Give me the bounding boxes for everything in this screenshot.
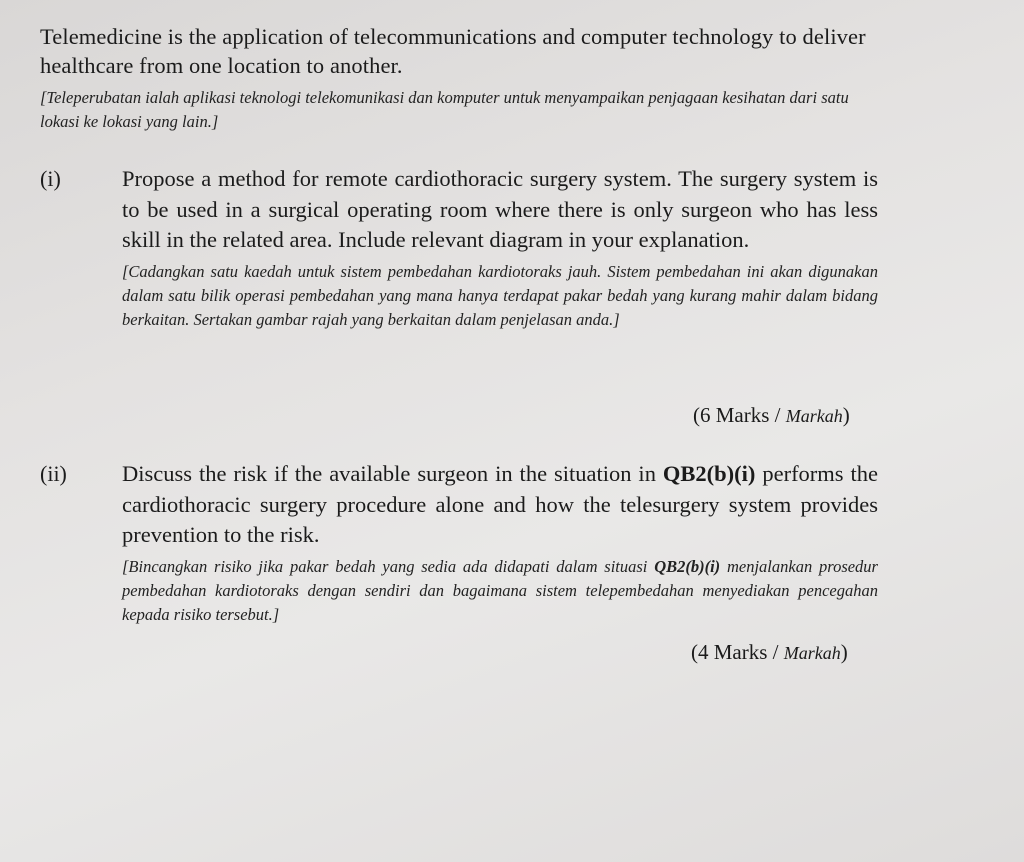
question-i-marks (693, 401, 850, 430)
question-ii-body (122, 459, 878, 627)
question-ii-malay (122, 555, 878, 627)
question-i-number: (i) (40, 166, 61, 191)
marks-label-malay: Markah (783, 643, 841, 663)
marks-close: ) (840, 640, 848, 664)
question-reference: QB2(b)(i) (662, 461, 756, 486)
question-ii-english-post: performs the cardiothoracic surgery procedure alone and how the telesurgery system provides prevention to the risk. (122, 461, 878, 547)
question-ii-marks (691, 638, 848, 667)
question-reference-malay: QB2(b)(i) (654, 556, 721, 576)
question-i-english: Propose a method for remote cardiothoracic surgery system. The surgery system is to be used in a surgical operating room where there is only surgeon who has less skill in the related area. Include relevant diagram in your explanation. (122, 166, 878, 252)
marks-label: (4 Marks / (691, 640, 784, 664)
question-ii-english-pre: Discuss the risk if the available surgeon in the situation in (122, 461, 663, 486)
question-ii-number: (ii) (40, 461, 67, 486)
marks-label-malay: Markah (785, 406, 843, 426)
question-i (40, 164, 890, 332)
question-ii (40, 459, 890, 627)
question-ii-english (122, 459, 878, 551)
intro-paragraph (40, 22, 885, 134)
marks-label: (6 Marks / (693, 403, 786, 427)
question-i-body (122, 164, 878, 332)
intro-malay: [Teleperubatan ialah aplikasi teknologi telekomunikasi dan komputer untuk menyampaikan penjagaan kesihatan dari satu lokasi ke lokasi yang lain.] (40, 88, 849, 131)
marks-close: ) (842, 403, 850, 427)
question-ii-malay-post: menjalankan prosedur pembedahan kardiotoraks dengan sendiri dan bagaimana sistem telepembedahan menyediakan pencegahan kepada risiko tersebut.] (122, 556, 878, 624)
intro-english: Telemedicine is the application of telecommunications and computer technology to deliver healthcare from one location to another. (40, 24, 866, 78)
question-ii-malay-pre: [Bincangkan risiko jika pakar bedah yang sedia ada didapati dalam situasi (122, 556, 655, 576)
question-i-malay: [Cadangkan satu kaedah untuk sistem pembedahan kardiotoraks jauh. Sistem pembedahan ini akan digunakan dalam satu bilik operasi pembedahan yang mana hanya terdapat pakar bedah yang kurang mahir dalam bidang berkaitan. Sertakan gambar rajah yang berkaitan dalam penjelasan anda.] (122, 261, 878, 329)
